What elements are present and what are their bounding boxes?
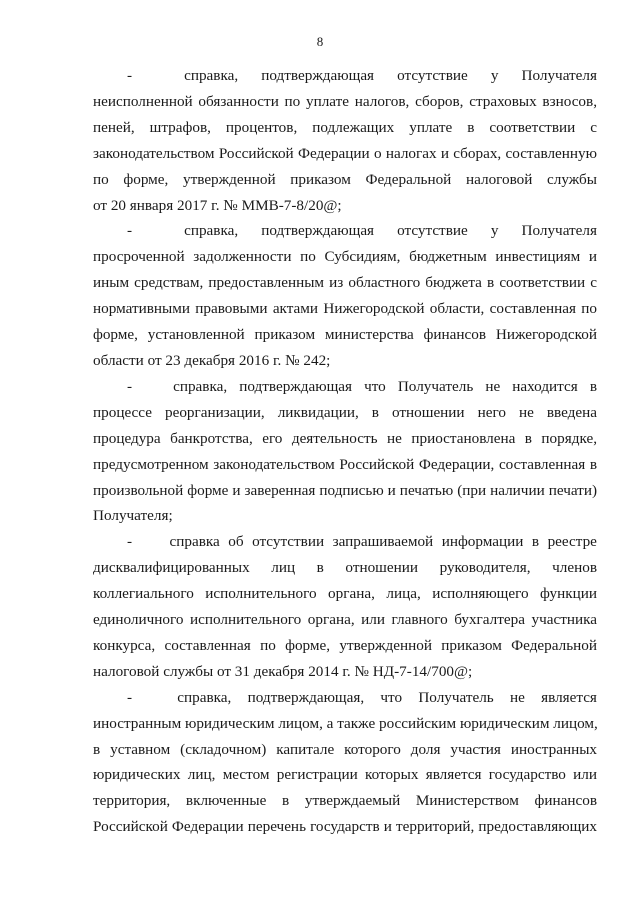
- word: Получателя: [521, 222, 597, 240]
- paragraph-line: Российской Федерации перечень государств и территорий, предоставляющих: [93, 818, 597, 836]
- paragraph-line: предусмотренном законодательством Российской Федерации, составленная в: [93, 455, 597, 473]
- paragraph-line: в уставном (складочном) капитале которого доля участия иностранных: [93, 740, 597, 758]
- word: подтверждающая: [261, 67, 375, 84]
- word: Получатель: [397, 377, 474, 395]
- list-item-first-line: [93, 529, 597, 555]
- list-item-dash: -: [127, 222, 133, 240]
- paragraph-line: юридических лиц, местом регистрации которых является государство или: [93, 766, 597, 784]
- paragraph-line: процессе реорганизации, ликвидации, в отношении него не введена: [93, 403, 597, 421]
- list-item: [93, 374, 597, 529]
- paragraph-line: территория, включенные в утверждаемый Министерством финансов: [93, 792, 597, 810]
- word: справка,: [184, 222, 239, 240]
- paragraph-line: пеней, штрафов, процентов, подлежащих уплате в соответствии с: [93, 118, 597, 136]
- paragraph-line: от 20 января 2017 г. № ММВ-7-8/20@;: [93, 196, 342, 214]
- word: отсутствие: [397, 222, 468, 240]
- word: справка,: [173, 377, 228, 395]
- word: реестре: [547, 533, 597, 551]
- word: что: [380, 688, 403, 706]
- paragraph-line: неисполненной обязанности по уплате налогов, сборов, страховых взносов,: [93, 92, 597, 110]
- paragraph-line: единоличного исполнительного органа, или главного бухгалтера участника: [93, 611, 597, 629]
- word: Получателя: [521, 67, 597, 84]
- word: справка,: [177, 688, 232, 706]
- list-item-first-line: [93, 63, 597, 89]
- word: не: [485, 377, 501, 395]
- word: находится: [512, 377, 578, 395]
- word: в: [589, 377, 597, 395]
- list-item-dash: -: [127, 67, 133, 84]
- paragraph-line: по форме, утвержденной приказом Федеральной налоговой службы: [93, 170, 597, 188]
- paragraph-line: области от 23 декабря 2016 г. № 242;: [93, 351, 331, 369]
- paragraph-line: законодательством Российской Федерации о налогах и сборах, составленную: [93, 144, 597, 162]
- word: подтверждающая,: [247, 688, 365, 706]
- word: подтверждающая: [261, 222, 375, 240]
- list-item-first-line: [93, 685, 597, 711]
- paragraph-line: процедура банкротства, его деятельность не приостановлена в порядке,: [93, 429, 597, 447]
- list-item-dash: -: [127, 533, 133, 551]
- word: отсутствии: [252, 533, 325, 551]
- list-item-first-line: [93, 374, 597, 400]
- list-item: [93, 218, 597, 373]
- word: справка,: [184, 67, 239, 84]
- word: отсутствие: [397, 67, 468, 84]
- paragraph-line: форме, установленной приказом министерства финансов Нижегородской: [93, 326, 597, 344]
- word: что: [364, 377, 386, 395]
- list-item-first-line: [93, 218, 597, 244]
- word: у: [490, 67, 499, 84]
- list-item-dash: -: [127, 688, 133, 706]
- list-item: [93, 63, 597, 218]
- page-number: 8: [316, 34, 324, 49]
- paragraph-line: дисквалифицированных лиц в отношении руководителя, членов: [93, 559, 597, 577]
- paragraph-line: иностранным юридическим лицом, а также российским юридическим лицом,: [93, 714, 598, 732]
- word: является: [541, 688, 597, 706]
- paragraph-line: просроченной задолженности по Субсидиям, бюджетным инвестициям и: [93, 248, 597, 266]
- paragraph-line: конкурса, составленная по форме, утвержденной приказом Федеральной: [93, 636, 597, 654]
- list-item: [93, 685, 597, 840]
- paragraph-line: нормативными правовыми актами Нижегородской области, составленная по: [93, 300, 597, 318]
- word: запрашиваемой: [332, 533, 434, 551]
- paragraph-line: Получателя;: [93, 507, 173, 525]
- word: информации: [441, 533, 524, 551]
- list-item: [93, 529, 597, 684]
- word: Получатель: [418, 688, 494, 706]
- paragraph-line: налоговой службы от 31 декабря 2014 г. № НД-7-14/700@;: [93, 662, 473, 680]
- document-body: [93, 63, 597, 840]
- list-item-dash: -: [127, 377, 133, 395]
- word: у: [490, 222, 499, 240]
- word: не: [509, 688, 525, 706]
- paragraph-line: произвольной форме и заверенная подписью и печатью (при наличии печати): [93, 481, 597, 499]
- paragraph-line: коллегиального исполнительного органа, лица, исполняющего функции: [93, 585, 597, 603]
- paragraph-line: иным средствам, предоставленным из областного бюджета в соответствии с: [93, 274, 597, 292]
- word: в: [531, 533, 540, 551]
- word: справка: [169, 533, 220, 551]
- word: об: [228, 533, 244, 551]
- word: подтверждающая: [239, 377, 353, 395]
